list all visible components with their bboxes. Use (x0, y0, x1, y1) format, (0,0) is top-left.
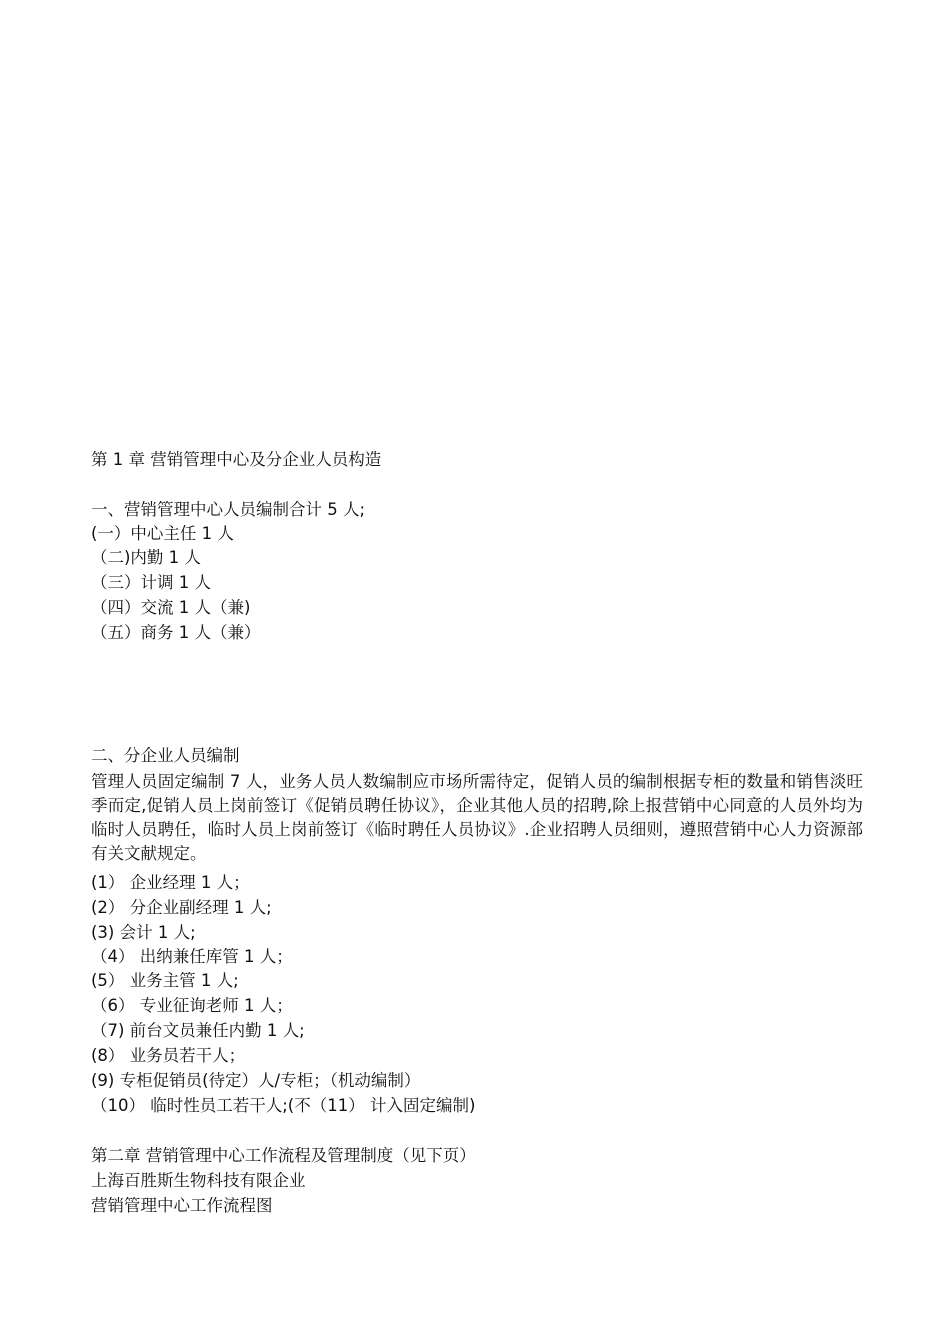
chapter1-title: 第 1 章 营销管理中心及分企业人员构造 (91, 450, 382, 469)
company-name: 上海百胜斯生物科技有限企业 (91, 1171, 306, 1190)
section2-item: （10） 临时性员工若干人;(不（11） 计入固定编制) (91, 1096, 476, 1115)
section2-paragraph: 管理人员固定编制 7 人，业务人员人数编制应市场所需待定，促销人员的编制根据专柜的数量和销售淡旺季而定,促销人员上岗前签订《促销员聘任协议》，企业其他人员的招聘,除上报营销中心同意的人员外均为临时人员聘任，临时人员上岗前签订《临时聘任人员协议》.企业招聘人员细则，遵照营销中心人力资源部有关文献规定。 (91, 772, 863, 863)
section1-item: （二)内勤 1 人 (91, 548, 201, 567)
section2-item: (8） 业务员若干人； (91, 1046, 246, 1065)
section2-item: （6） 专业征询老师 1 人； (91, 996, 293, 1015)
section2-item: （4） 出纳兼任库管 1 人； (91, 947, 293, 966)
section2-item: （7) 前台文员兼任内勤 1 人; (91, 1021, 305, 1040)
section1-heading: 一、营销管理中心人员编制合计 5 人; (91, 500, 366, 519)
section2-item: (5） 业务主管 1 人; (91, 971, 239, 990)
flowchart-title: 营销管理中心工作流程图 (91, 1196, 273, 1215)
section2-item: (2） 分企业副经理 1 人; (91, 898, 272, 917)
section2-heading: 二、分企业人员编制 (91, 746, 240, 765)
section2-item: (1） 企业经理 1 人； (91, 873, 250, 892)
section1-item: （四）交流 1 人（兼) (91, 598, 251, 617)
section2-item: (3) 会计 1 人; (91, 923, 196, 942)
section1-item: （三）计调 1 人 (91, 573, 211, 592)
section2-item: (9) 专柜促销员(待定）人/专柜；（机动编制） (91, 1071, 421, 1090)
section1-item: (一）中心主任 1 人 (91, 524, 234, 543)
chapter2-title: 第二章 营销管理中心工作流程及管理制度（见下页） (91, 1146, 476, 1165)
section1-item: （五）商务 1 人（兼） (91, 623, 261, 642)
